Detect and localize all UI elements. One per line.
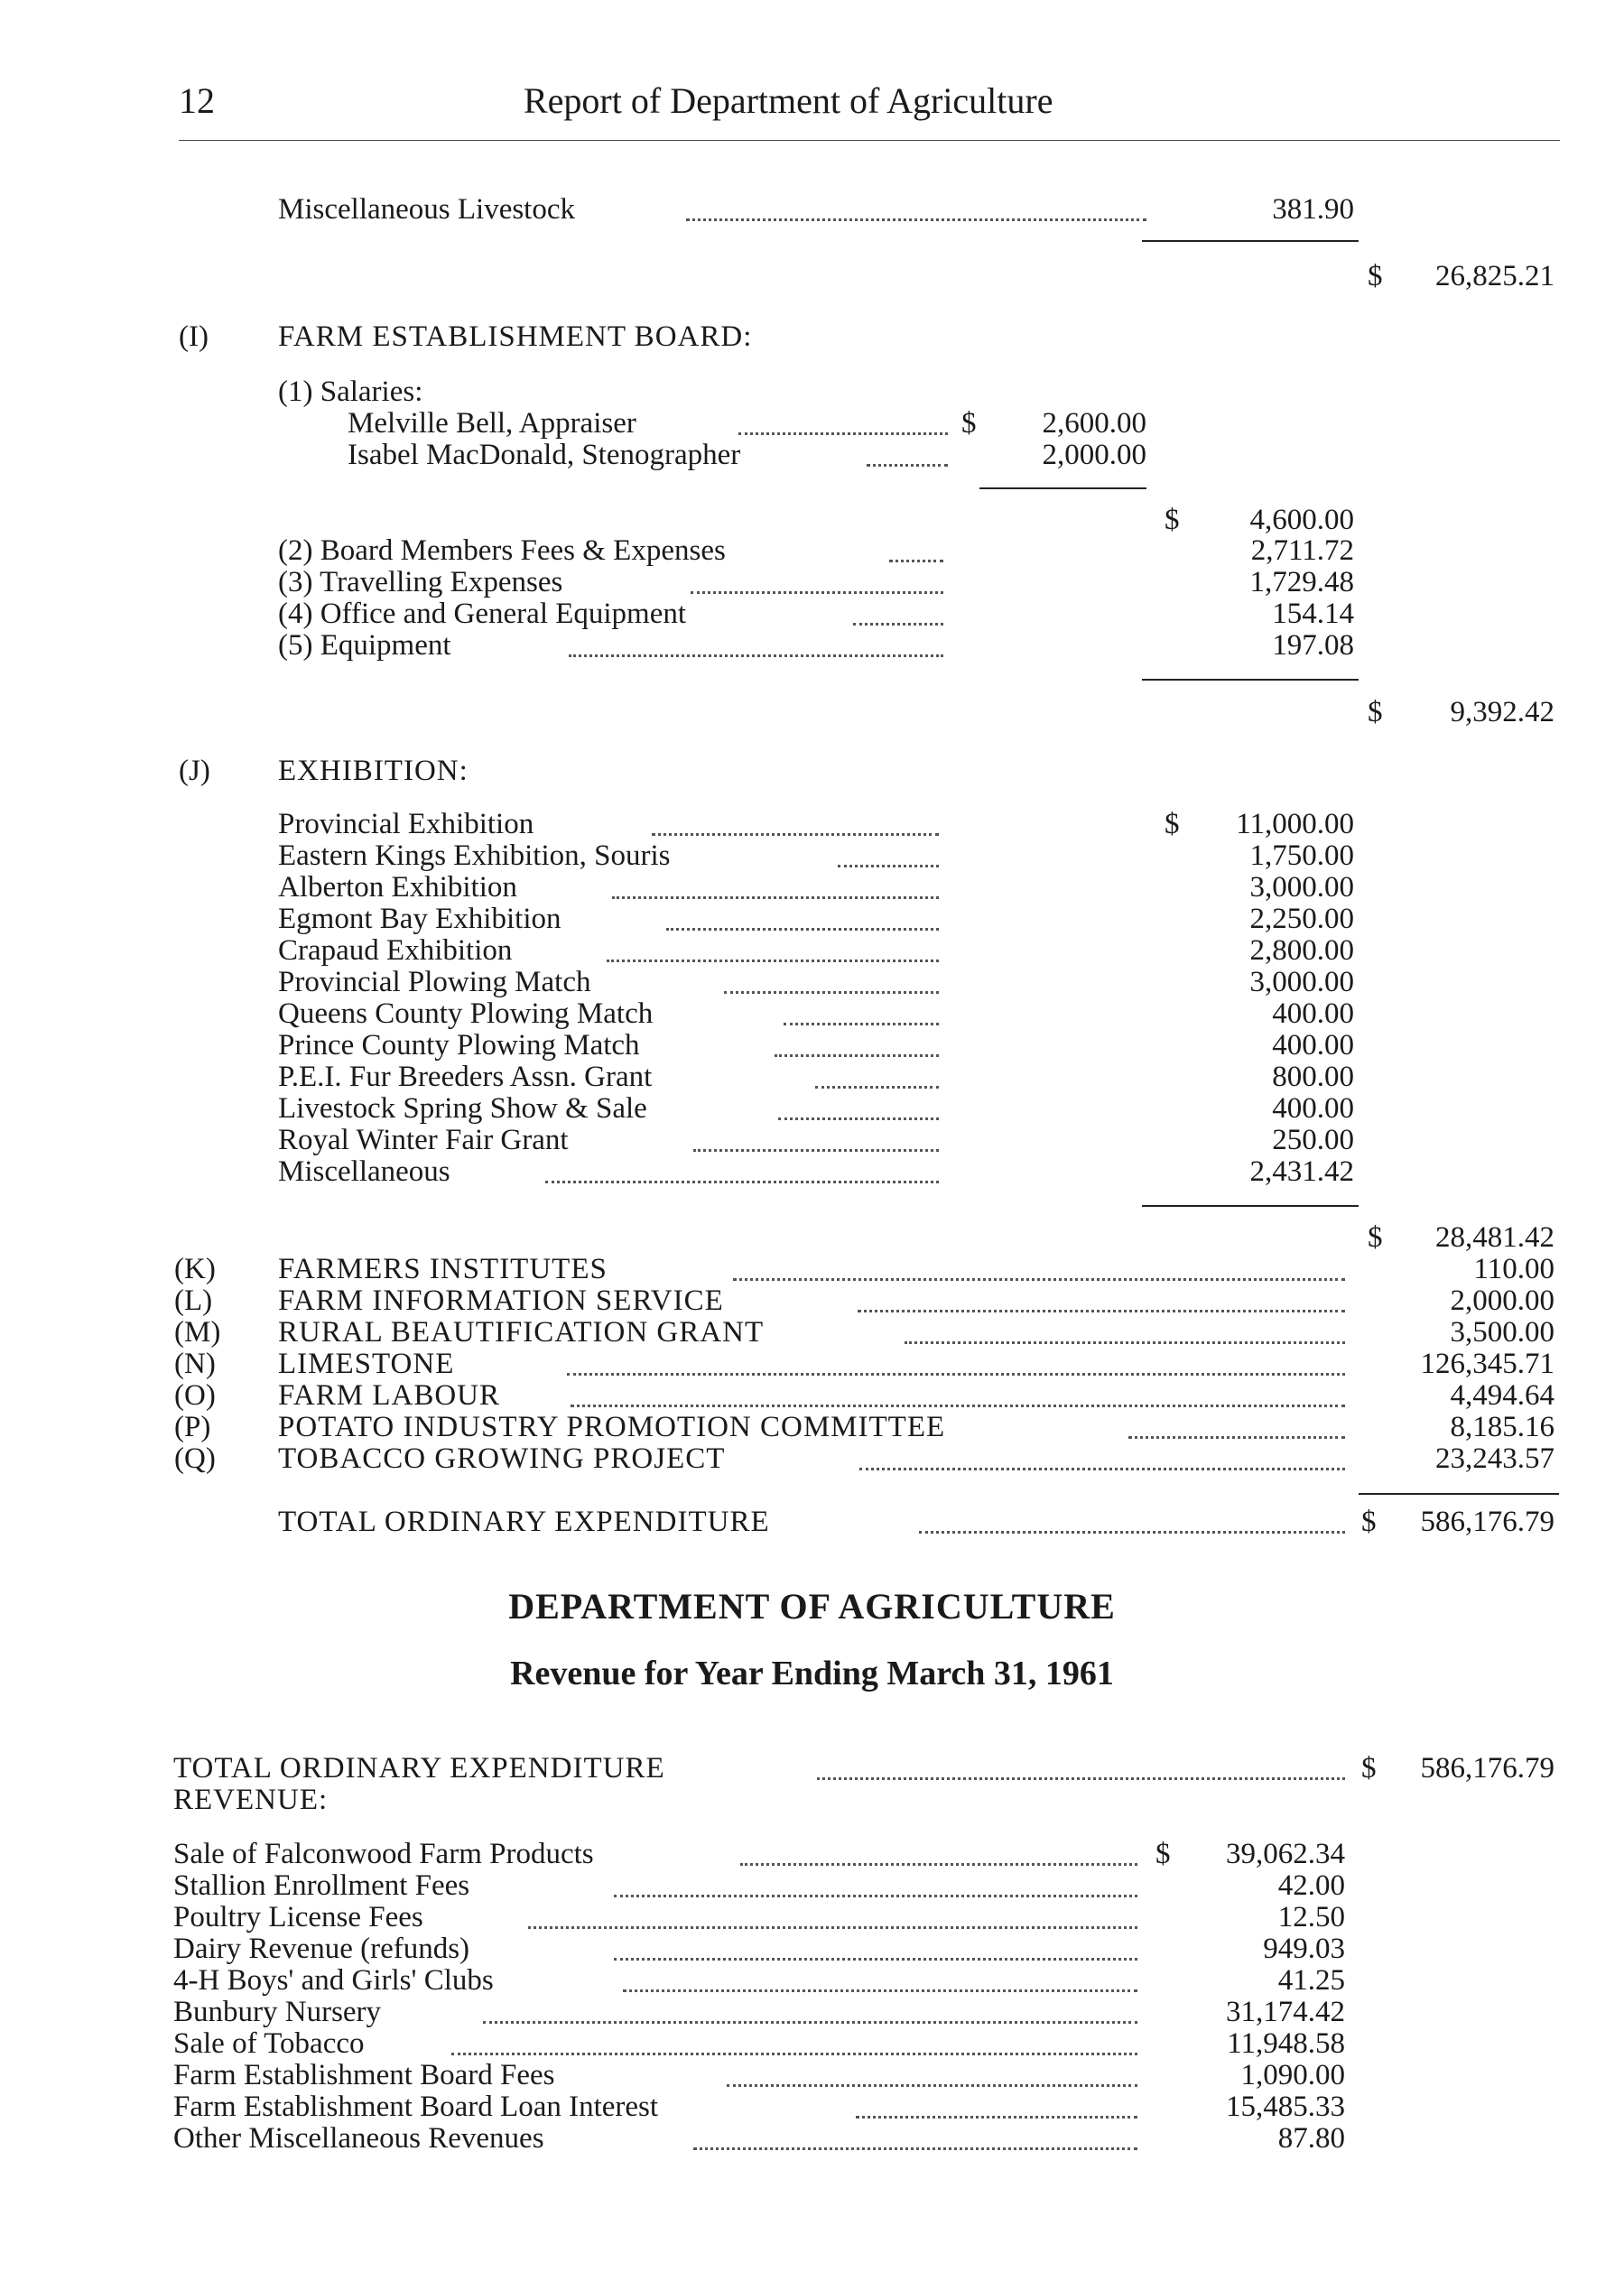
salaries-label: (1) Salaries: [278,376,423,408]
revenue-subheading: Revenue for Year Ending March 31, 1961 [510,1655,1114,1692]
leader-dots [571,1405,1345,1407]
section-letter: (P) [174,1411,211,1443]
leader-dots [686,218,1146,221]
salary-amount: 2,000.00 [1042,439,1146,471]
section-i-item-amount: 1,729.48 [1249,566,1354,598]
subtotal-rule [1142,1205,1359,1207]
section-amount: 4,494.64 [1450,1379,1554,1412]
leader-dots [858,1310,1345,1312]
exhibition-amount: 1,750.00 [1249,839,1354,872]
revenue-item-amount: 39,062.34 [1226,1838,1345,1870]
dollar-sign: $ [1368,696,1383,728]
misc-livestock-amount: 381.90 [1272,193,1354,226]
revenue-item-label: Farm Establishment Board Fees [173,2059,555,2091]
exhibition-label: Eastern Kings Exhibition, Souris [278,839,671,872]
section-i-item-amount: 154.14 [1272,598,1354,630]
leader-dots [889,560,943,562]
revenue-item-label: Other Miscellaneous Revenues [173,2122,544,2155]
exhibition-amount: 400.00 [1272,1092,1354,1125]
section-label: TOBACCO GROWING PROJECT [278,1442,726,1475]
exhibition-label: P.E.I. Fur Breeders Assn. Grant [278,1061,653,1093]
leader-dots [856,2116,1137,2119]
exhibition-amount: 250.00 [1272,1124,1354,1156]
running-title: Report of Department of Agriculture [524,80,1053,121]
leader-dots [612,896,939,899]
exhibition-label: Provincial Plowing Match [278,966,591,998]
dollar-sign: $ [1368,260,1383,292]
misc-livestock-label: Miscellaneous Livestock [278,193,576,226]
revenue-item-label: Stallion Enrollment Fees [173,1869,470,1902]
section-i-item-amount: 197.08 [1272,629,1354,662]
revenue-item-label: Farm Establishment Board Loan Interest [173,2091,659,2123]
revenue-item-label: 4-H Boys' and Girls' Clubs [173,1964,494,1997]
dollar-sign: $ [1155,1838,1171,1870]
revenue-item-amount: 949.03 [1263,1933,1345,1965]
revenue-heading: DEPARTMENT OF AGRICULTURE [508,1586,1116,1627]
revenue-item-label: Bunbury Nursery [173,1996,382,2028]
subtotal-rule [1142,240,1359,242]
leader-dots [528,1926,1137,1929]
total-ordinary-amount: 586,176.79 [1420,1506,1554,1538]
subtotal-rule [1359,1493,1559,1495]
leader-dots [614,1958,1137,1961]
section-label: FARMERS INSTITUTES [278,1253,608,1285]
leader-dots [919,1531,1345,1534]
leader-dots [569,654,943,657]
revenue-item-amount: 31,174.42 [1226,1996,1345,2028]
leader-dots [483,2021,1137,2024]
exhibition-label: Livestock Spring Show & Sale [278,1092,647,1125]
dollar-sign: $ [1165,808,1180,840]
exhibition-label: Provincial Exhibition [278,808,534,840]
leader-dots [740,1863,1137,1866]
leader-dots [838,865,939,867]
leader-dots [666,928,939,931]
revenue-item-label: Poultry License Fees [173,1901,423,1933]
dollar-sign: $ [1368,1221,1383,1254]
exhibition-amount: 3,000.00 [1249,871,1354,904]
section-label: LIMESTONE [278,1348,455,1380]
revenue-item-amount: 15,485.33 [1226,2091,1345,2123]
section-label: FARM LABOUR [278,1379,501,1412]
leader-dots [815,1086,939,1089]
section-letter: (K) [174,1253,216,1285]
leader-dots [693,2147,1137,2150]
section-i-title: FARM ESTABLISHMENT BOARD: [278,320,753,353]
revenue-total-expenditure: 586,176.79 [1420,1752,1554,1785]
leader-dots [724,991,939,994]
exhibition-label: Prince County Plowing Match [278,1029,640,1062]
section-label: POTATO INDUSTRY PROMOTION COMMITTEE [278,1411,946,1443]
leader-dots [859,1468,1345,1470]
dollar-sign: $ [1361,1752,1377,1785]
exhibition-label: Queens County Plowing Match [278,997,654,1030]
section-amount: 2,000.00 [1450,1284,1554,1317]
revenue-item-amount: 41.25 [1277,1964,1345,1997]
section-i-item-amount: 2,711.72 [1250,534,1354,567]
exhibition-amount: 800.00 [1272,1061,1354,1093]
section-i-item-label: (2) Board Members Fees & Expenses [278,534,726,567]
exhibition-amount: 2,250.00 [1249,903,1354,935]
revenue-item-amount: 1,090.00 [1240,2059,1345,2091]
exhibition-amount: 11,000.00 [1236,808,1354,840]
exhibition-label: Miscellaneous [278,1155,450,1188]
revenue-item-label: Sale of Falconwood Farm Products [173,1838,594,1870]
section-letter: (O) [174,1379,216,1412]
leader-dots [614,1895,1137,1897]
revenue-item-amount: 42.00 [1277,1869,1345,1902]
section-label: RURAL BEAUTIFICATION GRANT [278,1316,765,1349]
leader-dots [623,1989,1137,1992]
section-letter: (N) [174,1348,216,1380]
revenue-item-label: Sale of Tobacco [173,2027,365,2060]
exhibition-amount: 3,000.00 [1249,966,1354,998]
leader-dots [691,591,943,594]
section-j-total: 28,481.42 [1435,1221,1554,1254]
section-j-title: EXHIBITION: [278,755,469,787]
leader-dots [817,1777,1345,1780]
leader-dots [733,1278,1345,1281]
dollar-sign: $ [1165,504,1180,536]
leader-dots [905,1341,1345,1344]
leader-dots [775,1054,939,1057]
section-i-letter: (I) [179,320,209,353]
section-letter: (M) [174,1316,221,1349]
exhibition-amount: 2,431.42 [1249,1155,1354,1188]
subtotal-rule [1142,679,1359,681]
salary-amount: 2,600.00 [1042,407,1146,440]
exhibition-amount: 400.00 [1272,997,1354,1030]
leader-dots [693,1149,939,1152]
leader-dots [545,1181,939,1183]
leader-dots [738,432,948,435]
exhibition-amount: 400.00 [1272,1029,1354,1062]
revenue-label: REVENUE: [173,1784,329,1816]
exhibition-label: Crapaud Exhibition [278,934,513,967]
section-letter: (Q) [174,1442,216,1475]
section-label: FARM INFORMATION SERVICE [278,1284,724,1317]
total-ordinary-label: TOTAL ORDINARY EXPENDITURE [278,1506,770,1538]
leader-dots [727,2084,1137,2087]
section-amount: 3,500.00 [1450,1316,1554,1349]
leader-dots [778,1117,939,1120]
salary-label: Melville Bell, Appraiser [348,407,636,440]
section-i-item-label: (4) Office and General Equipment [278,598,687,630]
exhibition-label: Alberton Exhibition [278,871,517,904]
page-number: 12 [179,80,215,121]
dollar-sign: $ [961,407,977,440]
section-amount: 110.00 [1473,1253,1554,1285]
section-amount: 23,243.57 [1435,1442,1554,1475]
exhibition-amount: 2,800.00 [1249,934,1354,967]
section-h-total: 26,825.21 [1435,260,1554,292]
dollar-sign: $ [1361,1506,1377,1538]
leader-dots [1128,1436,1345,1439]
revenue-item-amount: 12.50 [1277,1901,1345,1933]
leader-dots [652,833,939,836]
section-amount: 8,185.16 [1450,1411,1554,1443]
header-rule [179,140,1560,141]
section-i-total: 9,392.42 [1450,696,1554,728]
leader-dots [451,2053,1137,2055]
section-j-letter: (J) [179,755,210,787]
leader-dots [853,623,943,626]
revenue-item-label: Dairy Revenue (refunds) [173,1933,470,1965]
salaries-total: 4,600.00 [1249,504,1354,536]
subtotal-rule [979,487,1146,489]
exhibition-label: Egmont Bay Exhibition [278,903,561,935]
section-i-item-label: (5) Equipment [278,629,451,662]
revenue-item-amount: 87.80 [1277,2122,1345,2155]
section-i-item-label: (3) Travelling Expenses [278,566,563,598]
exhibition-label: Royal Winter Fair Grant [278,1124,569,1156]
leader-dots [567,1373,1345,1376]
revenue-item-amount: 11,948.58 [1227,2027,1345,2060]
section-amount: 126,345.71 [1420,1348,1554,1380]
leader-dots [784,1023,939,1025]
section-letter: (L) [174,1284,213,1317]
leader-dots [867,464,948,467]
salary-label: Isabel MacDonald, Stenographer [348,439,741,471]
revenue-total-expenditure-label: TOTAL ORDINARY EXPENDITURE [173,1752,665,1785]
leader-dots [607,960,939,962]
